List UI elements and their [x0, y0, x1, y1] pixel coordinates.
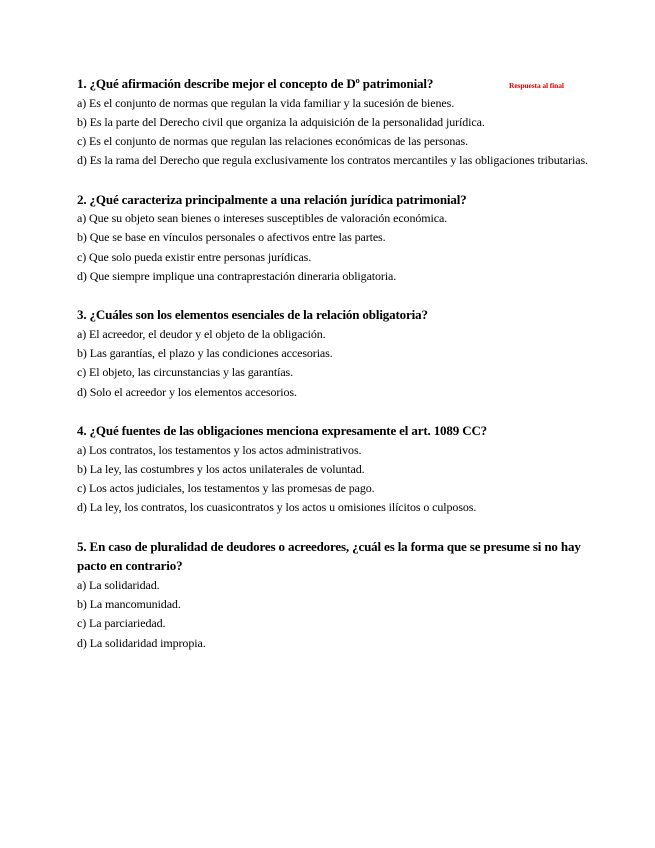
answers-at-end-note: Respuesta al final — [509, 81, 564, 90]
option-d: d) Solo el acreedor y los elementos accesorios. — [77, 384, 297, 399]
question-title: 3. ¿Cuáles son los elementos esenciales de la relación obligatoria? — [77, 307, 428, 323]
option-b: b) Que se base en vínculos personales o afectivos entre las partes. — [77, 230, 386, 245]
question-title: 4. ¿Qué fuentes de las obligaciones menciona expresamente el art. 1089 CC? — [77, 423, 488, 439]
quiz-document — [77, 74, 592, 653]
question-title: 2. ¿Qué caracteriza principalmente a una relación jurídica patrimonial? — [77, 191, 467, 207]
option-d: d) La solidaridad impropia. — [77, 635, 206, 650]
option-c: c) Los actos judiciales, los testamentos y las promesas de pago. — [77, 481, 375, 496]
option-a: a) Que su objeto sean bienes o intereses susceptibles de valoración económica. — [77, 211, 448, 226]
option-c: c) Que solo pueda existir entre personas jurídicas. — [77, 249, 312, 264]
option-b: b) La ley, las costumbres y los actos unilaterales de voluntad. — [77, 461, 365, 476]
question-5 — [77, 537, 592, 653]
option-a: a) Los contratos, los testamentos y los actos administrativos. — [77, 442, 362, 457]
question-4 — [77, 421, 592, 518]
option-a: a) El acreedor, el deudor y el objeto de la obligación. — [77, 326, 326, 341]
option-b: b) Las garantías, el plazo y las condiciones accesorias. — [77, 346, 333, 361]
option-d: d) Que siempre implique una contraprestación dineraria obligatoria. — [77, 269, 397, 284]
option-b: b) Es la parte del Derecho civil que organiza la adquisición de la personalidad jurídica. — [77, 114, 485, 129]
option-a: a) Es el conjunto de normas que regulan la vida familiar y la sucesión de bienes. — [77, 95, 455, 110]
option-d: d) La ley, los contratos, los cuasicontratos y los actos u omisiones ilícitos o culposos. — [77, 500, 477, 515]
option-a: a) La solidaridad. — [77, 577, 160, 592]
option-c: c) La parciariedad. — [77, 616, 166, 631]
question-3 — [77, 305, 592, 402]
option-c: c) El objeto, las circunstancias y las garantías. — [77, 365, 294, 380]
option-c: c) Es el conjunto de normas que regulan las relaciones económicas de las personas. — [77, 134, 468, 149]
question-2 — [77, 190, 592, 287]
question-title: 1. ¿Qué afirmación describe mejor el concepto de Dº patrimonial? — [77, 76, 434, 91]
option-d: d) Es la rama del Derecho que regula exclusivamente los contratos mercantiles y las obligaciones tributarias. — [77, 153, 588, 168]
question-1 — [77, 74, 592, 171]
option-b: b) La mancomunidad. — [77, 597, 181, 612]
question-title: 5. En caso de pluralidad de deudores o acreedores, ¿cuál es la forma que se presume si no hay pacto en contrario? — [77, 538, 581, 574]
